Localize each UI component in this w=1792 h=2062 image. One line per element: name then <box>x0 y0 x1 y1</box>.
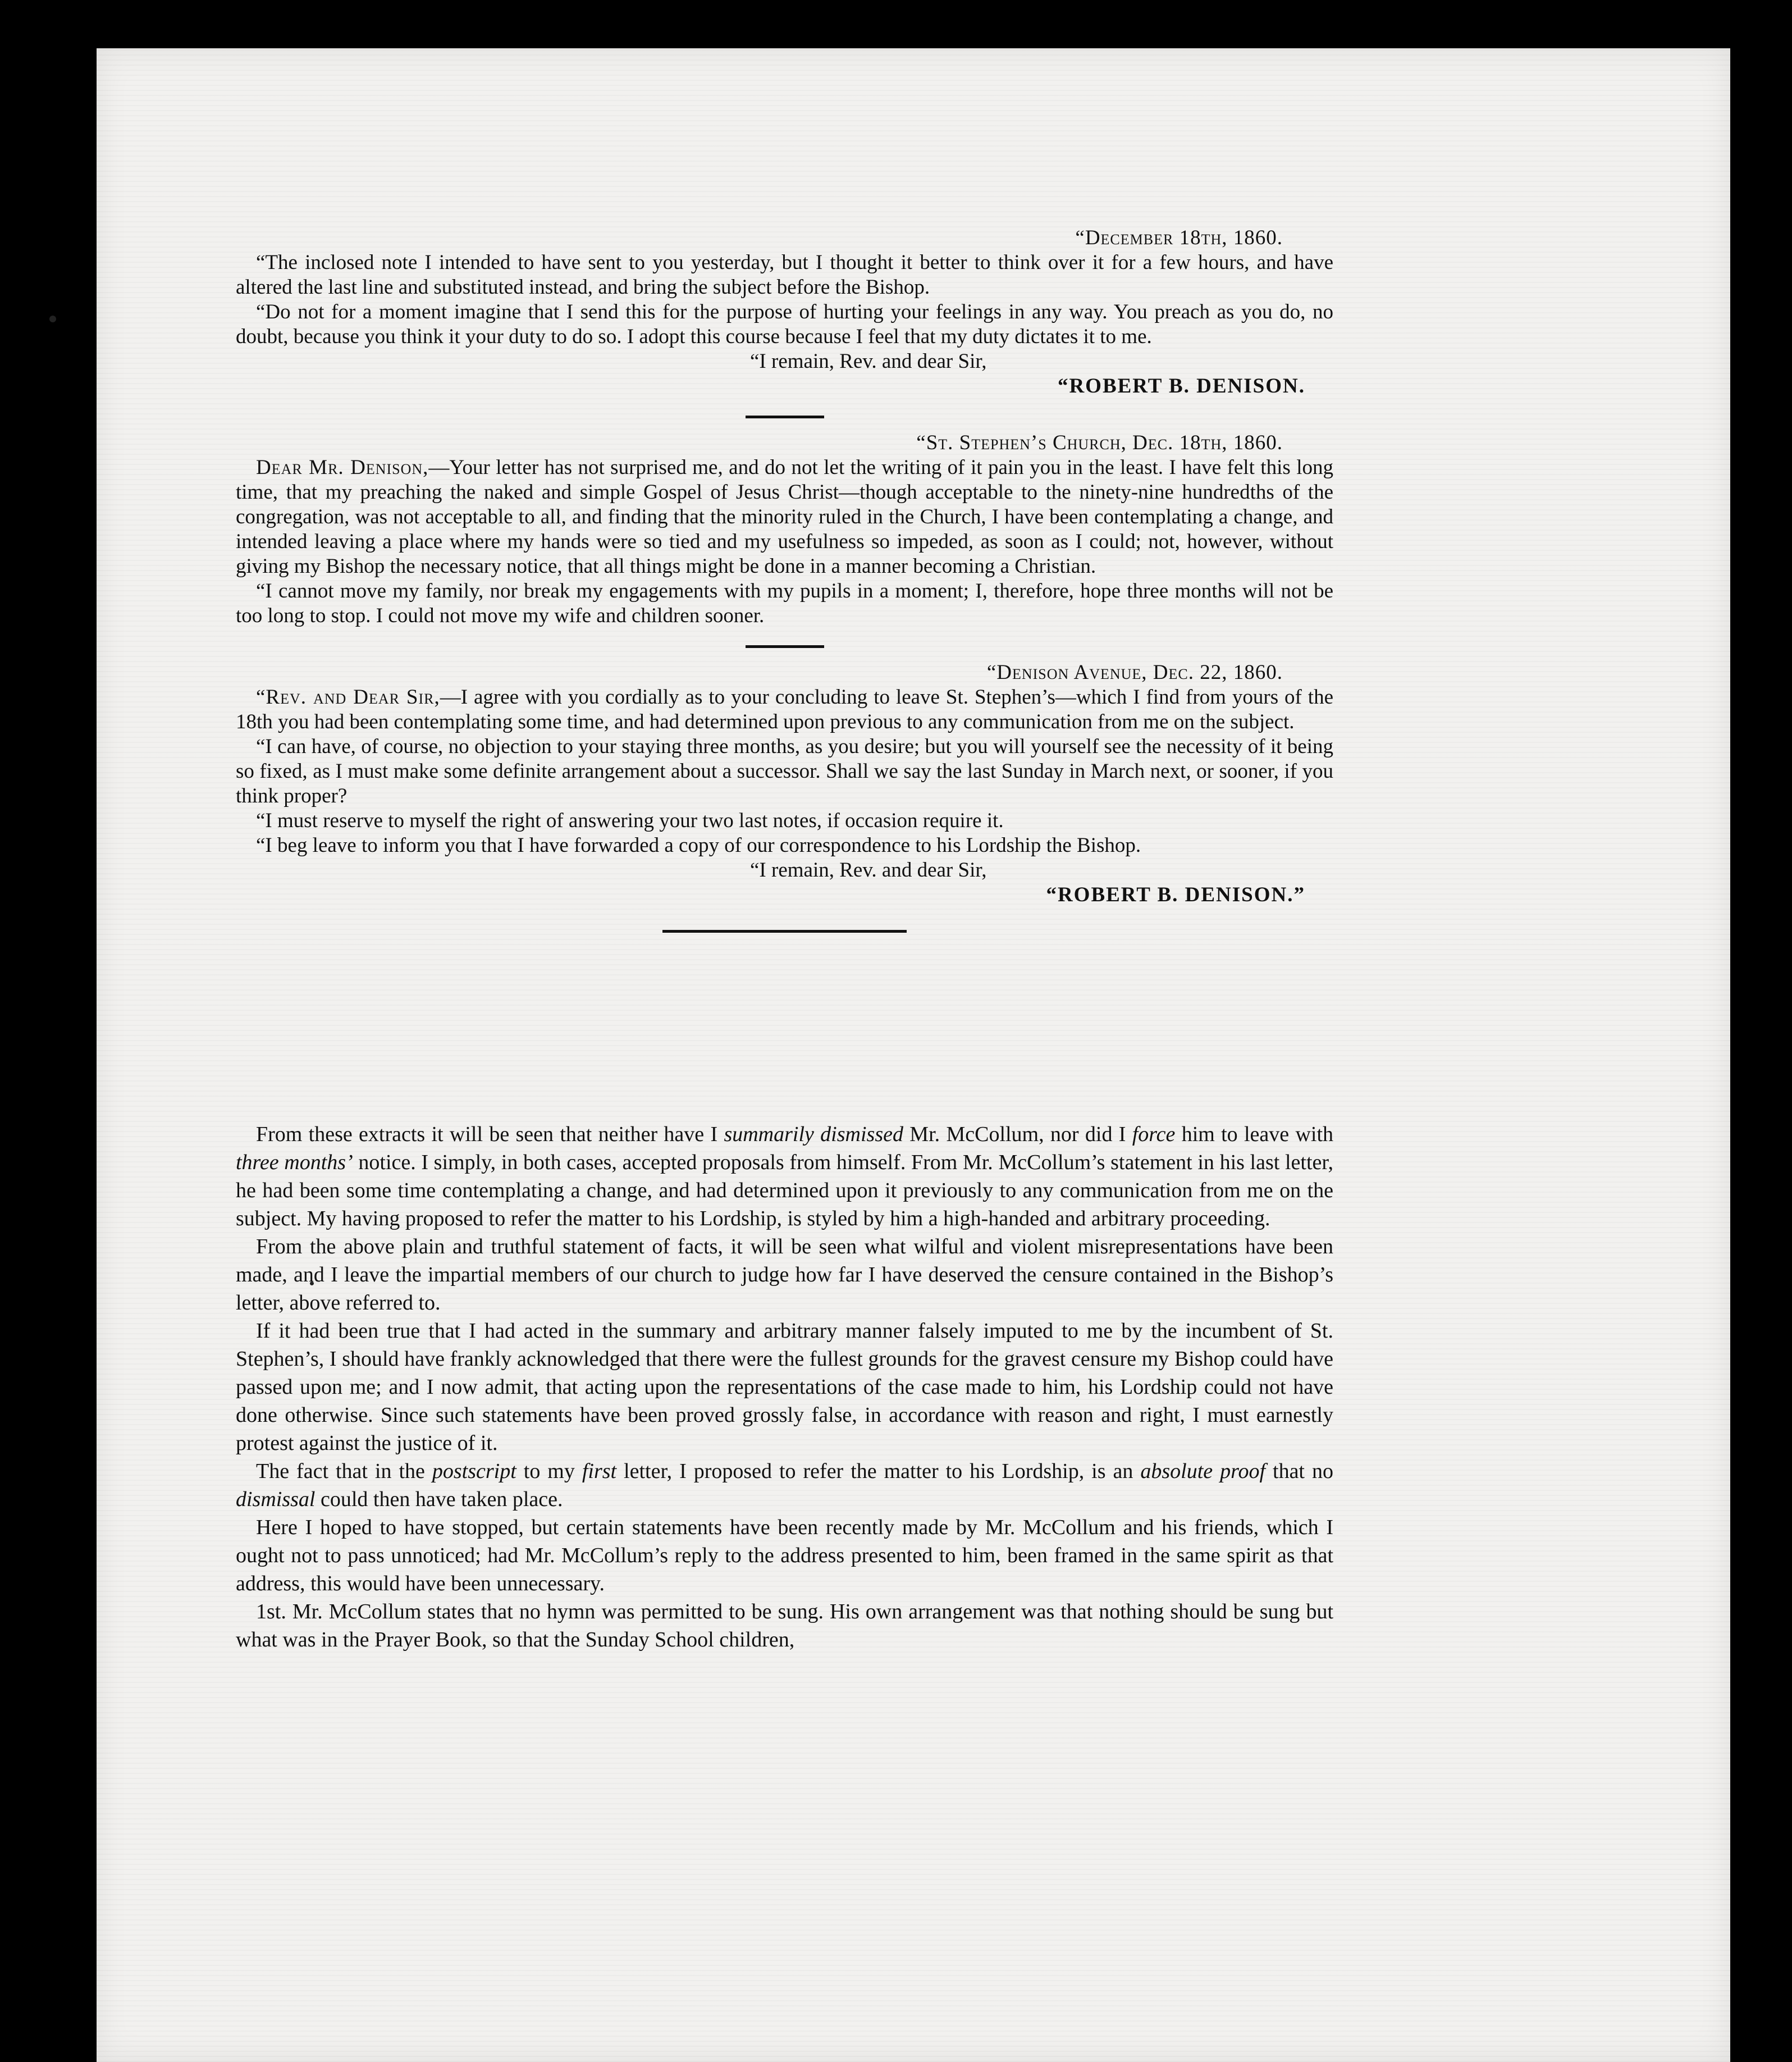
body-text: Mr. McCollum, nor did I <box>903 1123 1132 1146</box>
body-text: The fact that in the <box>256 1459 432 1483</box>
letter-3-dateline: “Denison Avenue, Dec. 22, 1860. <box>986 661 1283 684</box>
body-text: him to leave with <box>1175 1123 1334 1146</box>
letter-1 <box>236 226 1333 953</box>
section-divider-long <box>662 930 907 933</box>
body-text: notice. I simply, in both cases, accepted proposals from himself. From Mr. McCollum’s statement in his last letter, he had been some time contemplating a change, and had determined upon it previously to any communication from me on the subject. My having proposed to refer the matter to his Lordship, is styled by him a high-handed and arbitrary proceeding. <box>236 1151 1333 1230</box>
body-paragraph-4 <box>236 1457 1333 1513</box>
letter-2-dateline: “St. Stephen’s Church, Dec. 18th, 1860. <box>916 431 1283 454</box>
body-paragraph-3: If it had been true that I had acted in the summary and arbitrary manner falsely imputed to me by the incumbent of St. Stephen’s, I should have frankly acknowledged that there were the fullest grounds for the gravest censure my Bishop could have passed upon me; and I now admit, that acting upon the representations of the case made to him, his Lordship could not have done otherwise. Since such statements have been proved grossly false, in accordance with reason and right, I must earnestly protest against the justice of it. <box>236 1319 1333 1455</box>
section-divider <box>746 645 824 648</box>
body-emphasis: first <box>582 1459 617 1483</box>
letter-1-signature: “ROBERT B. DENISON. <box>1057 375 1305 398</box>
body-text: could then have taken place. <box>315 1488 563 1511</box>
letter-1-closing: “I remain, Rev. and dear Sir, <box>750 350 987 373</box>
body-text: From these extracts it will be seen that neither have I <box>256 1123 724 1146</box>
ink-speck <box>49 316 56 322</box>
section-divider <box>746 416 824 418</box>
body-emphasis: absolute proof <box>1140 1459 1266 1483</box>
body-paragraph-6: 1st. Mr. McCollum states that no hymn was permitted to be sung. His own arrangement was that nothing should be sung but what was in the Prayer Book, so that the Sunday School children, <box>236 1600 1333 1652</box>
letter-1-paragraph-1: “The inclosed note I intended to have sent to you yesterday, but I thought it better to think over it for a few hours, and have altered the last line and substituted instead, and bring the subject before the Bishop. <box>236 251 1333 299</box>
letter-3-paragraph-2: “I can have, of course, no objection to your staying three months, as you desire; but you will yourself see the necessity of it being so fixed, as I must make some definite arrangement about a successor. Shall we say the last Sunday in March next, or sooner, if you think proper? <box>236 735 1333 808</box>
body-text: to my <box>516 1459 582 1483</box>
letter-2-paragraph-1-text: —Your letter has not surprised me, and do not let the writing of it pain you in the least. I have felt this long time, that my preaching the naked and simple Gospel of Jesus Christ—though acceptable to the ninety-nine hundredths of the congregation, was not acceptable to all, and finding that the minority ruled in the Church, I have been contemplating a change, and intended leaving a place where my hands were so tied and my usefulness so impeded, as soon as I could; not, however, without giving my Bishop the necessary notice, that all things might be done in a manner becoming a Christian. <box>236 456 1333 578</box>
body-emphasis: dismissal <box>236 1488 316 1511</box>
body-emphasis: force <box>1132 1123 1176 1146</box>
body-text: that no <box>1265 1459 1333 1483</box>
letter-3-paragraph-3: “I must reserve to myself the right of answering your two last notes, if occasion require it. <box>256 809 1004 832</box>
letter-1-paragraph-2: “Do not for a moment imagine that I send this for the purpose of hurting your feelings in any way. You preach as you do, no doubt, because you think it your duty to do so. I adopt this course because I feel that my duty dictates it to me. <box>236 300 1333 348</box>
letter-2-paragraph-2: “I cannot move my family, nor break my engagements with my pupils in a moment; I, therefore, hope three months will not be too long to stop. I could not move my wife and children sooner. <box>236 580 1333 627</box>
letter-1-dateline: “December 18th, 1860. <box>1075 226 1283 249</box>
body-paragraph-1 <box>236 1120 1333 1233</box>
letter-2-salutation: Dear Mr. Denison, <box>256 456 429 479</box>
letter-3-salutation: “Rev. and Dear Sir, <box>256 686 440 709</box>
statement-body <box>236 1120 1333 1654</box>
letter-3-paragraph-1-text: —I agree with you cordially as to your concluding to leave St. Stephen’s—which I find from yours of the 18th you had been contemplating some time, and had determined upon previous to any communication from me on the subject. <box>236 686 1333 733</box>
body-text: letter, I proposed to refer the matter to his Lordship, is an <box>616 1459 1141 1483</box>
body-emphasis: postscript <box>432 1459 516 1483</box>
body-emphasis: summarily dismissed <box>724 1123 903 1146</box>
body-paragraph-5: Here I hoped to have stopped, but certain statements have been recently made by Mr. McCollum and his friends, which I ought not to pass unnoticed; had Mr. McCollum’s reply to the address presented to him, been framed in the same spirit as that address, this would have been unnecessary. <box>236 1516 1333 1595</box>
letter-3-paragraph-4: “I beg leave to inform you that I have forwarded a copy of our correspondence to his Lordship the Bishop. <box>256 834 1141 857</box>
letter-3-closing: “I remain, Rev. and dear Sir, <box>750 859 987 882</box>
body-paragraph-2: From the above plain and truthful statement of facts, it will be seen what wilful and violent misrepresentations have been made, and I leave the impartial members of our church to judge how far I have deserved the censure contained in the Bishop’s letter, above referred to. <box>236 1235 1333 1315</box>
letter-2-paragraph-1 <box>236 455 1333 579</box>
letter-3-signature: “ROBERT B. DENISON.” <box>1046 883 1305 906</box>
letter-3-paragraph-1 <box>236 685 1333 735</box>
body-emphasis: three months’ <box>236 1151 353 1174</box>
